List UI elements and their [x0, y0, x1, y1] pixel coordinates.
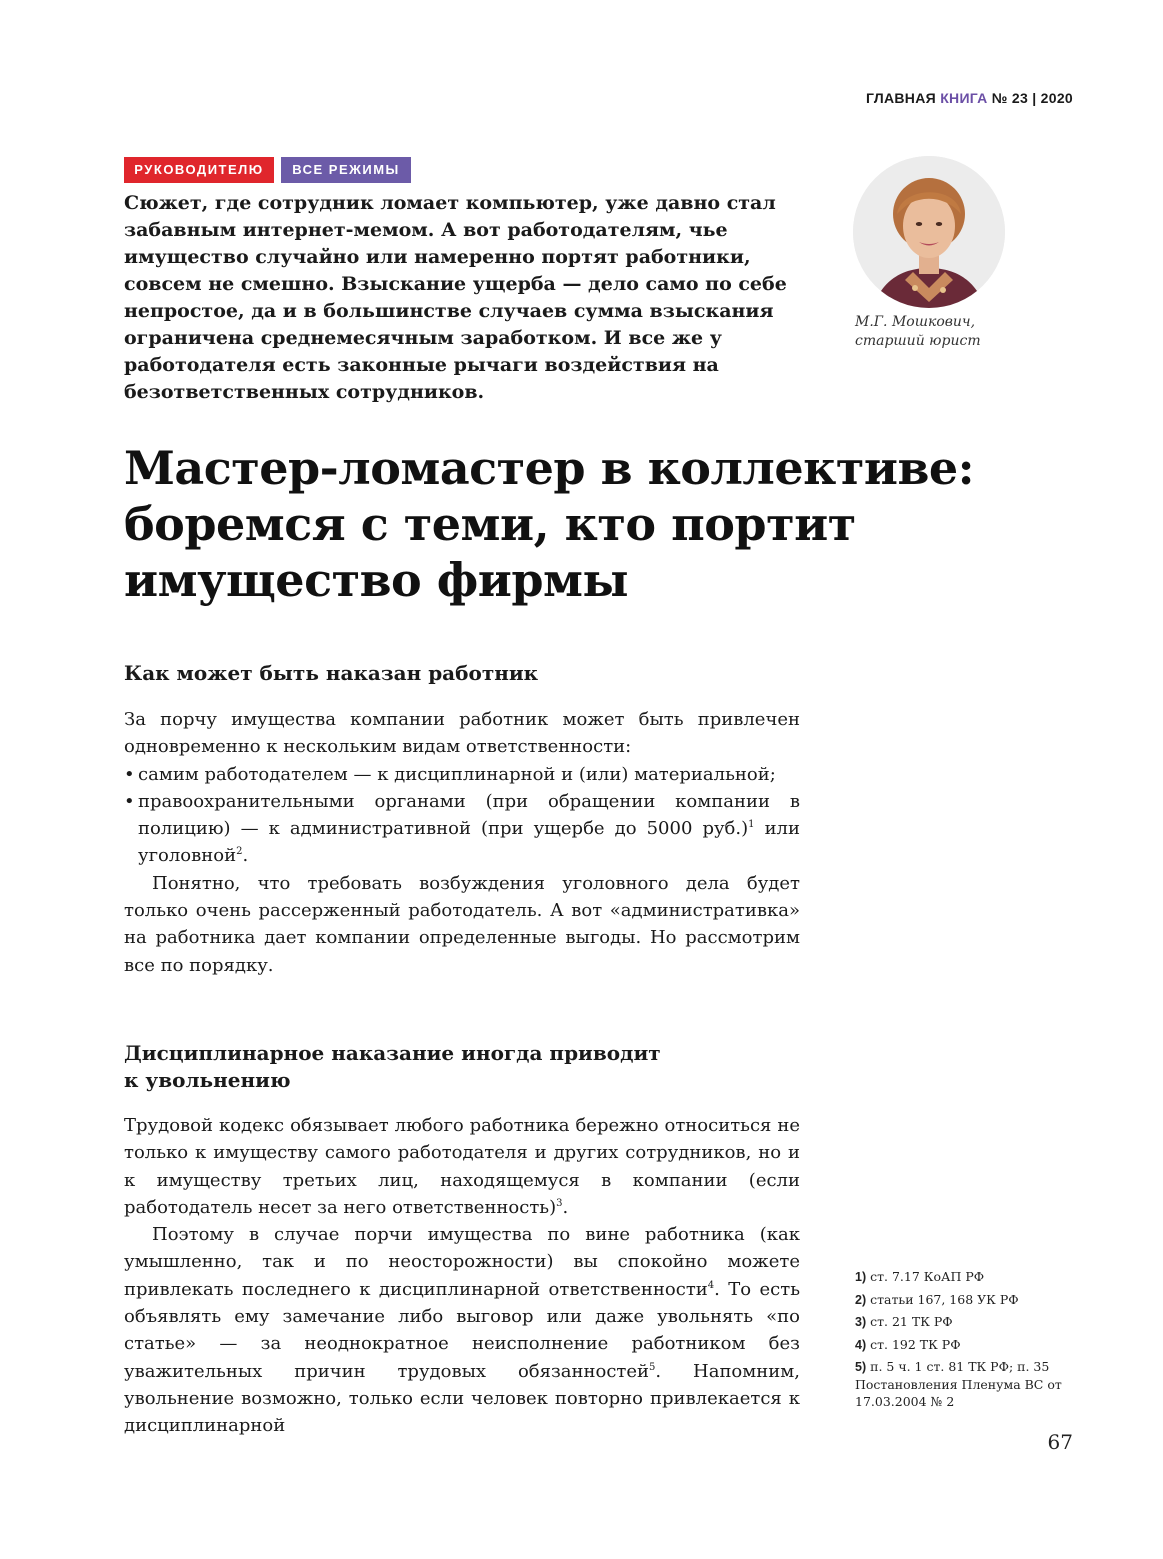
heading-line-2: к увольнению: [124, 1068, 291, 1092]
lead-paragraph: Сюжет, где сотрудник ломает компьютер, уже давно стал забавным интернет-мемом. А вот работодателям, чье имущество случайно или намеренно портят работники, совсем не смешно. Взыскание ущерба — дело само по себе непростое, да и в большинстве случаев сумма взыскания ограничена среднемесячным заработком. И все же у работодателя есть законные рычаги воздействия на безответственных сотрудников.: [124, 192, 787, 403]
para2-c: . Напомним, увольнение возможно, только если человек повторно привлекается к дисциплинарной: [124, 1360, 800, 1437]
title-line-2: боремся с теми, кто портит: [124, 497, 856, 551]
bullet-law-mid: или уголовной: [138, 818, 800, 867]
bullet-employer-text: самим работодателем — к дисциплинарной и (или) материальной;: [138, 763, 776, 785]
section-body-discipline: [124, 1112, 800, 1440]
header-issue: № 23 | 2020: [991, 90, 1073, 106]
section-heading-punishment: Как может быть наказан работник: [124, 661, 539, 685]
footnotes: [855, 1266, 1075, 1410]
footnote-1: [855, 1266, 1075, 1289]
footnote-4-num: 4): [855, 1337, 867, 1352]
title-line-1: Мастер-ломастер в коллективе:: [124, 441, 975, 495]
footnote-ref-5[interactable]: 5: [649, 1361, 656, 1373]
section-body-punishment: [124, 706, 800, 979]
author-role: старший юрист: [855, 333, 981, 349]
footnote-ref-4[interactable]: 4: [707, 1279, 715, 1291]
header-title-part2: КНИГА: [940, 90, 988, 106]
footnote-2-text: статьи 167, 168 УК РФ: [870, 1291, 1019, 1307]
author-avatar: [853, 156, 1005, 308]
footnote-3: [855, 1311, 1075, 1334]
section2-paragraph-1: [124, 1112, 800, 1221]
para1-text: Трудовой кодекс обязывает любого работника бережно относиться не только к имуществу самого работодателя и других сотрудников, но и к имуществу третьих лиц, находящемуся в компании (если работодатель несет за него ответственность): [124, 1115, 800, 1218]
title-line-3: имущество фирмы: [124, 553, 629, 607]
tag-rukovoditelyu: РУКОВОДИТЕЛЮ: [124, 157, 274, 183]
page-number: 67: [1047, 1430, 1073, 1454]
tag-vse-rezhimy: ВСЕ РЕЖИМЫ: [281, 157, 411, 183]
footnote-4: [855, 1334, 1075, 1357]
footnote-5: [855, 1358, 1075, 1410]
author-portrait-icon: [853, 156, 1005, 308]
article-title: [124, 440, 1024, 608]
footnote-ref-2[interactable]: 2: [236, 846, 243, 858]
footnote-2-num: 2): [855, 1292, 867, 1307]
para2-a: Поэтому в случае порчи имущества по вине работника (как умышленно, так и по неосторожности) вы спокойно можете привлекать последнего к дисциплинарной ответственности: [124, 1224, 800, 1300]
header-title-part1: ГЛАВНАЯ: [865, 90, 936, 106]
bullet-law-end: .: [242, 845, 249, 867]
footnote-3-num: 3): [855, 1315, 867, 1329]
para1-end: .: [562, 1196, 569, 1218]
footnote-3-text: ст. 21 ТК РФ: [870, 1314, 953, 1329]
bullet-law-enforcement: [124, 788, 800, 870]
section1-paragraph: Понятно, что требовать возбуждения уголовного дела будет только очень рассерженный работодатель. А вот «административка» на работника дает компании определенные выгоды. Но рассмотрим все по порядку.: [124, 872, 800, 976]
bullet-law-text: правоохранительными органами (при обращении компании в полицию) — к административной (при ущербе до 5000 руб.): [138, 790, 800, 840]
footnote-ref-3[interactable]: 3: [556, 1197, 563, 1209]
footnote-1-num: 1): [855, 1270, 867, 1284]
footnote-2: [855, 1289, 1075, 1312]
section1-intro: За порчу имущества компании работник может быть привлечен одновременно к нескольким видам ответственности:: [124, 709, 800, 758]
heading-line-1: Дисциплинарное наказание иногда приводит: [124, 1041, 661, 1065]
footnote-5-text: п. 5 ч. 1 ст. 81 ТК РФ; п. 35 Постановления Пленума ВС от 17.03.2004 № 2: [855, 1359, 1062, 1409]
footnote-1-text: ст. 7.17 КоАП РФ: [870, 1269, 985, 1284]
footnote-5-num: 5): [855, 1360, 867, 1374]
footnote-4-text: ст. 192 ТК РФ: [870, 1336, 961, 1352]
section-heading-discipline: [124, 1040, 804, 1094]
bullet-employer: [124, 761, 800, 788]
author-name: М.Г. Мошкович,: [855, 314, 976, 330]
footnote-ref-1[interactable]: 1: [748, 819, 755, 831]
para2-b: . То есть объявлять ему замечание либо выговор или даже увольнять «по статье» — за неоднократное неисполнение работником без уважительных причин трудовых обязанностей: [124, 1278, 800, 1382]
magazine-header: [866, 90, 1073, 106]
section2-paragraph-2: [124, 1221, 800, 1439]
